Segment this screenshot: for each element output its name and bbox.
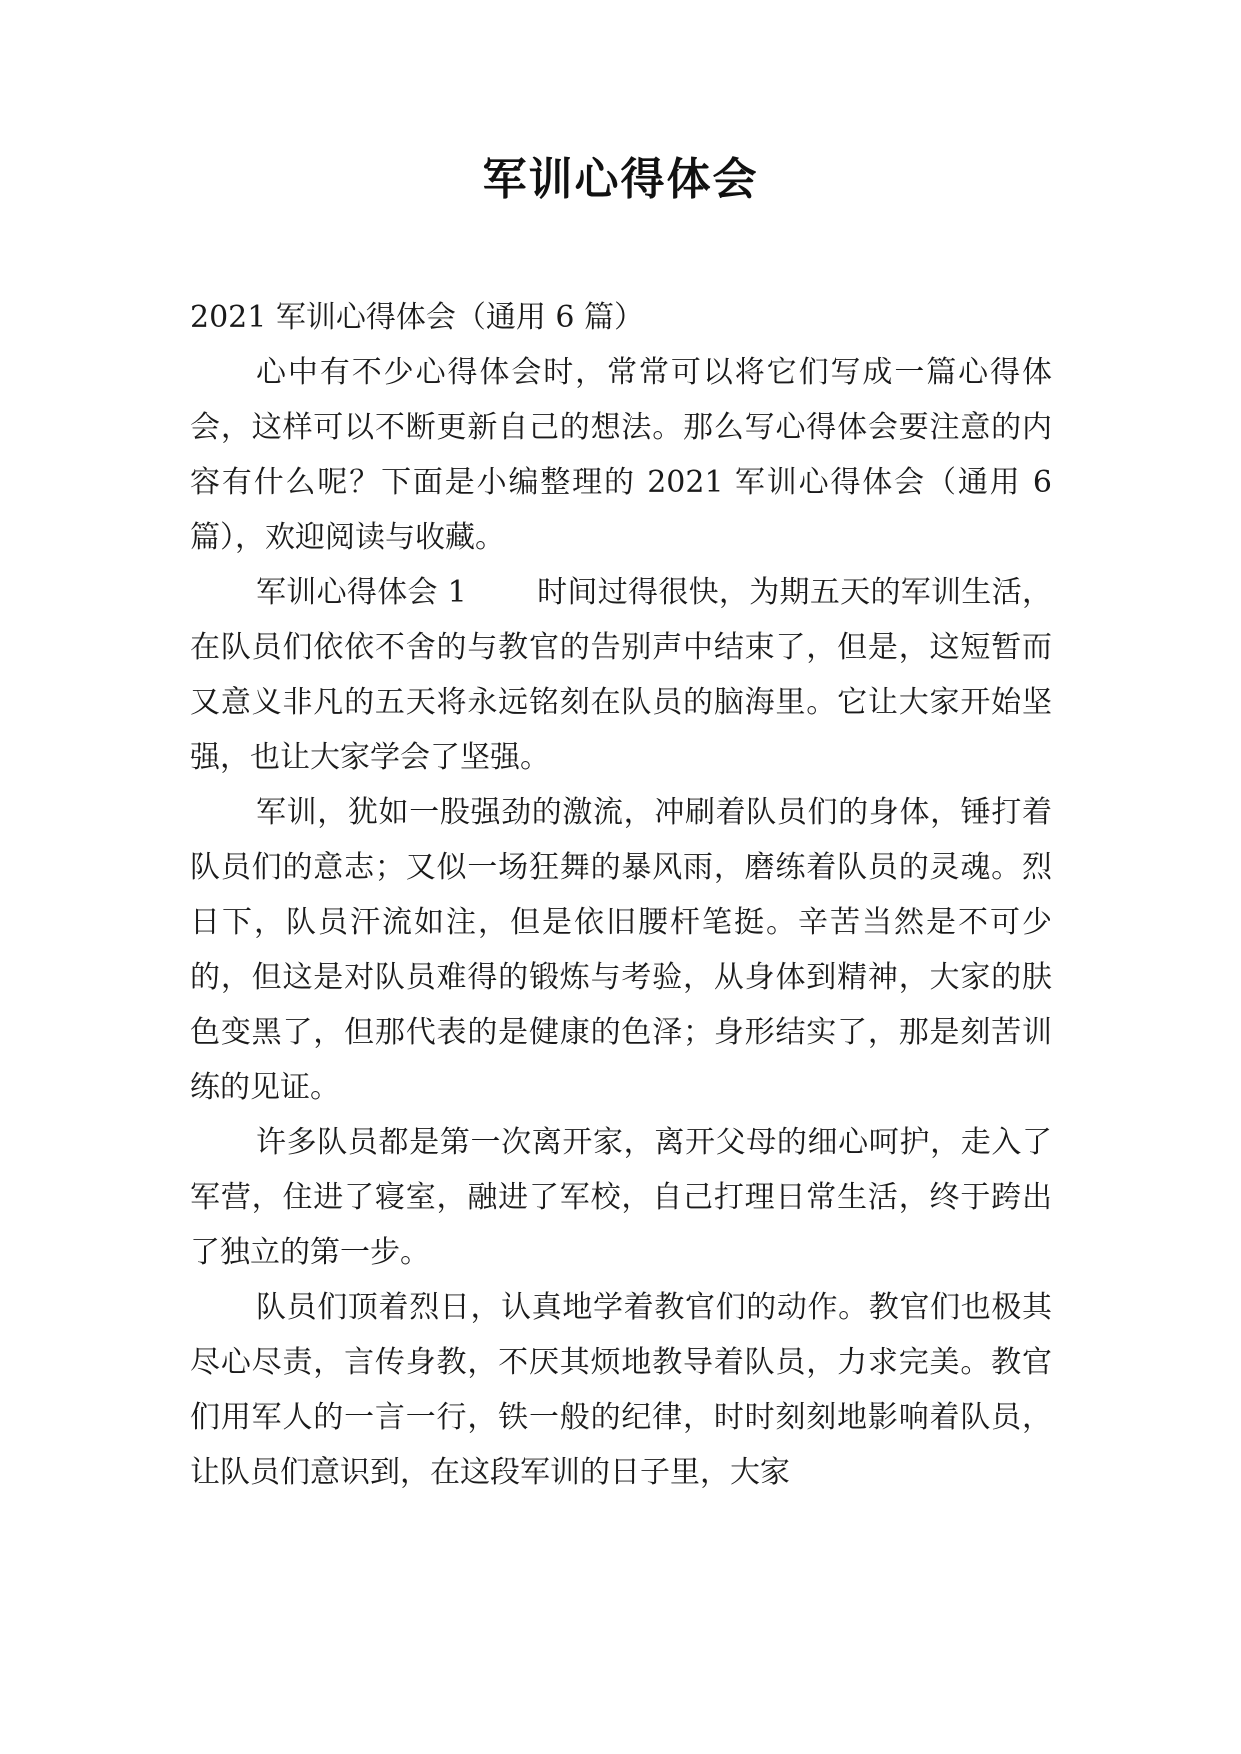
section-1-paragraph	[190, 565, 1052, 785]
document-subtitle: 2021 军训心得体会（通用 6 篇）	[190, 300, 645, 335]
document-title: 军训心得体会	[482, 154, 759, 205]
intro-paragraph: 心中有不少心得体会时，常常可以将它们写成一篇心得体会，这样可以不断更新自己的想法。那么写心得体会要注意的内容有什么呢？下面是小编整理的 2021 军训心得体会（通用 6 篇），欢迎阅读与收藏。	[190, 355, 1052, 555]
section-1-text: 时间过得很快，为期五天的军训生活，在队员们依依不舍的与教官的告别声中结束了，但是，这短暂而又意义非凡的五天将永远铭刻在队员的脑海里。它让大家开始坚强，也让大家学会了坚强。	[190, 575, 1053, 775]
paragraph-leaving-home: 许多队员都是第一次离开家，离开父母的细心呵护，走入了军营，住进了寝室，融进了军校，自己打理日常生活，终于跨出了独立的第一步。	[190, 1125, 1052, 1270]
document-body	[190, 290, 1052, 1500]
section-1-heading: 军训心得体会 1	[256, 575, 467, 610]
paragraph-military-training: 军训，犹如一股强劲的激流，冲刷着队员们的身体，锤打着队员们的意志；又似一场狂舞的暴风雨，磨练着队员的灵魂。烈日下，队员汗流如注，但是依旧腰杆笔挺。辛苦当然是不可少的，但这是对队员难得的锻炼与考验，从身体到精神，大家的肤色变黑了，但那代表的是健康的色泽；身形结实了，那是刻苦训练的见证。	[190, 795, 1052, 1105]
paragraph-instructors: 队员们顶着烈日，认真地学着教官们的动作。教官们也极其尽心尽责，言传身教，不厌其烦地教导着队员，力求完美。教官们用军人的一言一行，铁一般的纪律，时时刻刻地影响着队员，让队员们意识到，在这段军训的日子里，大家	[190, 1290, 1052, 1490]
